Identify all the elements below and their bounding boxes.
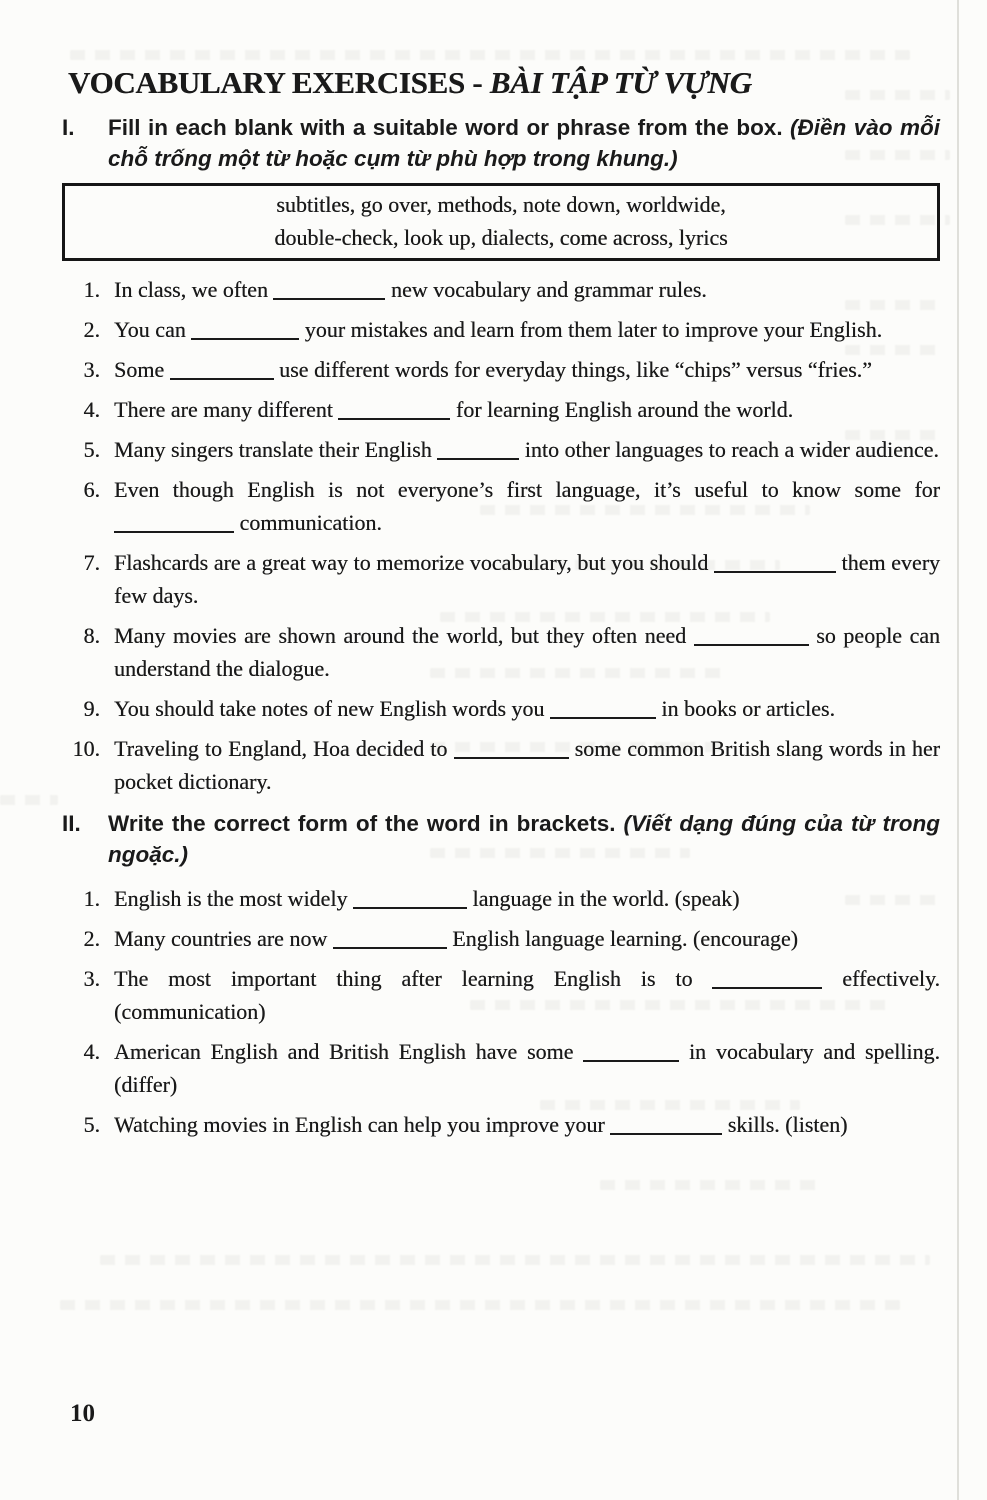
item-number: 3. — [83, 966, 100, 991]
exercise-item-9 — [62, 692, 940, 725]
item-number: 5. — [83, 1112, 100, 1137]
section1-heading-text — [108, 112, 940, 174]
item-text — [114, 882, 940, 915]
item-text-pre: English is the most widely — [114, 886, 348, 911]
item-text — [114, 313, 940, 346]
item-number: 4. — [83, 397, 100, 422]
fill-in-blank — [437, 458, 519, 460]
fill-in-blank — [273, 298, 385, 300]
item-number: 5. — [83, 437, 100, 462]
item-text-post: some common British slang words in her pocket dictionary. — [114, 736, 941, 794]
fill-in-blank — [170, 378, 274, 380]
item-text-post: in books or articles. — [661, 696, 835, 721]
item-number: 2. — [83, 317, 100, 342]
fill-in-blank — [353, 907, 467, 909]
exercise-item-7 — [62, 546, 940, 612]
fill-in-blank — [333, 947, 447, 949]
item-text — [114, 353, 940, 386]
section1-heading-en: Fill in each blank with a suitable word or phrase from the box. — [108, 115, 783, 140]
item-text-pre: Many singers translate their English — [114, 437, 432, 462]
fill-in-blank — [550, 717, 656, 719]
item-text-pre: Flashcards are a great way to memorize vocabulary, but you should — [114, 550, 709, 575]
fill-in-blank — [583, 1060, 679, 1062]
item-text — [114, 692, 940, 725]
bleedthrough-artifact — [70, 50, 910, 60]
section1-items — [62, 273, 940, 798]
item-text — [114, 473, 940, 539]
item-text-post: skills. (listen) — [727, 1112, 848, 1137]
exercise-item-6 — [62, 473, 940, 539]
item-text-post: into other languages to reach a wider audience. — [524, 437, 939, 462]
page-content — [62, 64, 940, 1148]
page-title-en: VOCABULARY EXERCISES - — [68, 65, 483, 100]
item-number: 2. — [83, 926, 100, 951]
word-bank-box — [62, 183, 940, 261]
section1-heading-vi: (Điền vào mỗi chỗ trống một từ hoặc cụm từ phù hợp trong khung.) — [108, 115, 940, 171]
item-text-post: your mistakes and learn from them later to improve your English. — [304, 317, 883, 342]
item-text-pre: Traveling to England, Hoa decided to — [114, 736, 448, 761]
item-text-post: language in the world. (speak) — [472, 886, 740, 911]
fill-in-blank — [694, 644, 809, 646]
page-title — [68, 64, 940, 102]
item-number: 4. — [83, 1039, 100, 1064]
item-text — [114, 1035, 940, 1101]
word-form-item-1 — [62, 882, 940, 915]
item-number: 8. — [83, 623, 100, 648]
section2-heading-en: Write the correct form of the word in brackets. — [108, 811, 616, 836]
exercise-item-2 — [62, 313, 940, 346]
section2-numeral: II. — [62, 811, 81, 836]
item-number: 7. — [83, 550, 100, 575]
item-text-post: use different words for everyday things, like “chips” versus “fries.” — [279, 357, 872, 382]
item-text — [114, 962, 940, 1028]
item-number: 1. — [83, 886, 100, 911]
page-title-vi: BÀI TẬP TỪ VỰNG — [489, 65, 752, 100]
item-text-pre: You can — [114, 317, 186, 342]
word-form-item-2 — [62, 922, 940, 955]
exercise-item-8 — [62, 619, 940, 685]
section2-heading — [62, 808, 940, 870]
item-text-pre: The most important thing after learning English is to — [114, 966, 693, 991]
item-text-pre: There are many different — [114, 397, 333, 422]
bleedthrough-artifact — [60, 1300, 900, 1310]
item-text-post: new vocabulary and grammar rules. — [390, 277, 707, 302]
fill-in-blank — [610, 1133, 722, 1135]
item-number: 9. — [83, 696, 100, 721]
exercise-item-10 — [62, 732, 940, 798]
page-edge-line — [957, 0, 959, 1500]
bleedthrough-artifact — [600, 1180, 820, 1190]
fill-in-blank — [114, 531, 234, 533]
word-form-item-4 — [62, 1035, 940, 1101]
item-text-pre: You should take notes of new English words you — [114, 696, 545, 721]
section2-items — [62, 882, 940, 1141]
item-text — [114, 619, 940, 685]
item-text-post: so people can understand the dialogue. — [114, 623, 941, 681]
item-text-pre: In class, we often — [114, 277, 268, 302]
exercise-item-4 — [62, 393, 940, 426]
exercise-item-5 — [62, 433, 940, 466]
fill-in-blank — [191, 338, 299, 340]
word-bank-line2: double-check, look up, dialects, come across, lyrics — [274, 225, 728, 250]
item-text-post: them every few days. — [114, 550, 941, 608]
item-text-pre: Many countries are now — [114, 926, 328, 951]
item-number: 6. — [83, 477, 100, 502]
item-text — [114, 273, 940, 306]
word-form-item-3 — [62, 962, 940, 1028]
item-text — [114, 546, 940, 612]
item-text-post: English language learning. (encourage) — [452, 926, 798, 951]
fill-in-blank — [338, 418, 450, 420]
item-text-pre: Watching movies in English can help you improve your — [114, 1112, 605, 1137]
item-text — [114, 922, 940, 955]
item-text-post: for learning English around the world. — [455, 397, 794, 422]
item-text-pre: Many movies are shown around the world, but they often need — [114, 623, 687, 648]
item-number: 1. — [83, 277, 100, 302]
item-text — [114, 393, 940, 426]
fill-in-blank — [712, 987, 822, 989]
exercise-item-1 — [62, 273, 940, 306]
item-text-post: in vocabulary and spelling. (differ) — [114, 1039, 941, 1097]
word-bank-line1: subtitles, go over, methods, note down, worldwide, — [276, 192, 726, 217]
exercise-item-3 — [62, 353, 940, 386]
item-text-post: communication. — [239, 510, 382, 535]
bleedthrough-artifact — [100, 1255, 930, 1265]
fill-in-blank — [714, 571, 836, 573]
item-text — [114, 433, 940, 466]
fill-in-blank — [454, 757, 569, 759]
item-number: 10. — [72, 736, 100, 761]
item-text-pre: Even though English is not everyone’s first language, it’s useful to know some for — [114, 477, 940, 502]
item-text — [114, 1108, 940, 1141]
item-text-post: effectively. (communication) — [114, 966, 941, 1024]
item-text-pre: American English and British English have some — [114, 1039, 574, 1064]
item-text-pre: Some — [114, 357, 165, 382]
item-text — [114, 732, 940, 798]
item-number: 3. — [83, 357, 100, 382]
word-form-item-5 — [62, 1108, 940, 1141]
section2-heading-vi: (Viết dạng đúng của từ trong ngoặc.) — [108, 811, 940, 867]
section2-heading-text — [108, 808, 940, 870]
section1-numeral: I. — [62, 115, 75, 140]
section1-heading — [62, 112, 940, 174]
bleedthrough-artifact — [0, 795, 58, 805]
page-number: 10 — [70, 1400, 95, 1427]
